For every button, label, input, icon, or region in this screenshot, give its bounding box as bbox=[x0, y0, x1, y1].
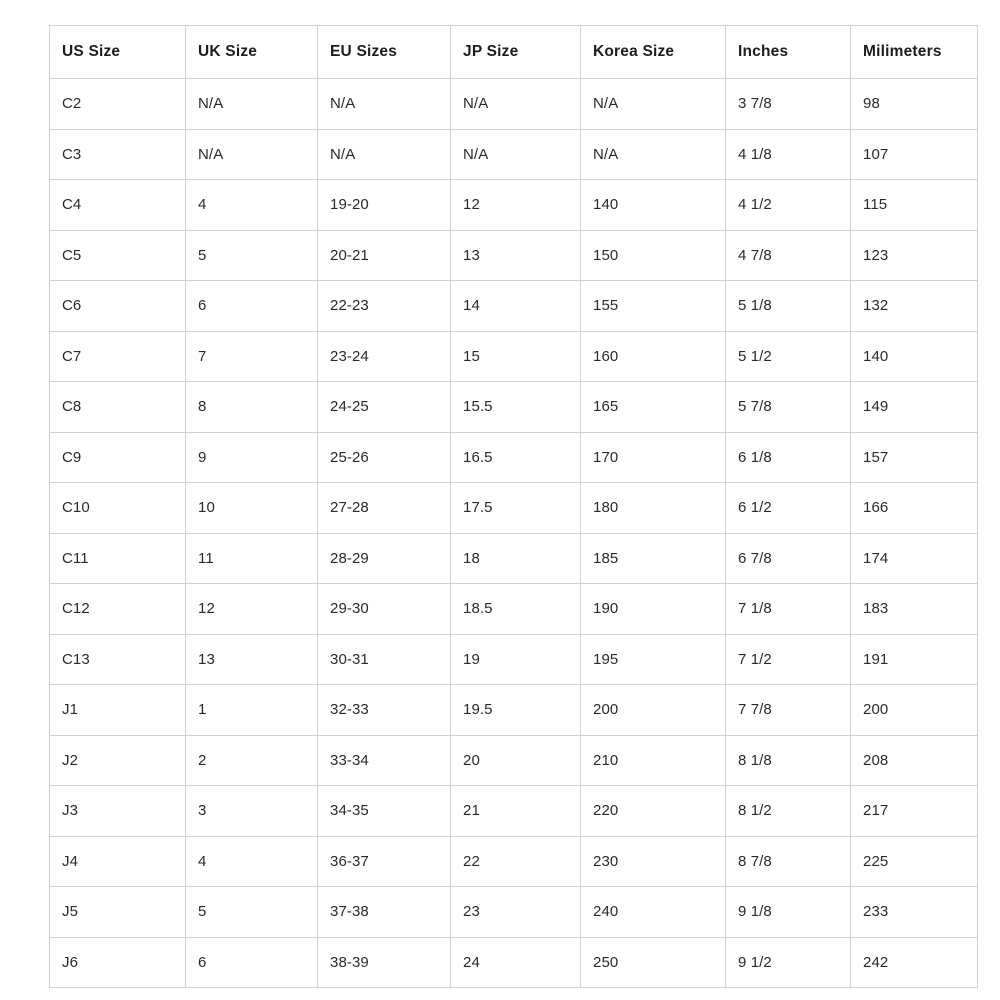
table-row bbox=[50, 483, 978, 534]
table-row bbox=[50, 230, 978, 281]
cell-korea-size: 190 bbox=[581, 584, 726, 635]
cell-uk-size: 5 bbox=[186, 230, 318, 281]
cell-eu-sizes: 33-34 bbox=[318, 735, 451, 786]
cell-inches: 8 7/8 bbox=[726, 836, 851, 887]
cell-korea-size: N/A bbox=[581, 79, 726, 130]
column-header-uk-size: UK Size bbox=[186, 26, 318, 79]
cell-milimeters: 217 bbox=[851, 786, 978, 837]
column-header-jp-size: JP Size bbox=[451, 26, 581, 79]
cell-jp-size: 17.5 bbox=[451, 483, 581, 534]
table-row bbox=[50, 634, 978, 685]
cell-us-size: C3 bbox=[50, 129, 186, 180]
cell-korea-size: 165 bbox=[581, 382, 726, 433]
cell-jp-size: 19 bbox=[451, 634, 581, 685]
cell-us-size: C10 bbox=[50, 483, 186, 534]
cell-milimeters: 191 bbox=[851, 634, 978, 685]
table-header-row bbox=[50, 26, 978, 79]
cell-uk-size: 6 bbox=[186, 937, 318, 988]
cell-jp-size: 14 bbox=[451, 281, 581, 332]
cell-inches: 6 1/2 bbox=[726, 483, 851, 534]
table-body bbox=[50, 79, 978, 988]
cell-korea-size: 150 bbox=[581, 230, 726, 281]
cell-eu-sizes: 24-25 bbox=[318, 382, 451, 433]
cell-inches: 7 1/2 bbox=[726, 634, 851, 685]
cell-korea-size: 230 bbox=[581, 836, 726, 887]
cell-eu-sizes: N/A bbox=[318, 79, 451, 130]
cell-korea-size: 195 bbox=[581, 634, 726, 685]
cell-milimeters: 149 bbox=[851, 382, 978, 433]
cell-uk-size: 6 bbox=[186, 281, 318, 332]
cell-milimeters: 183 bbox=[851, 584, 978, 635]
column-header-inches: Inches bbox=[726, 26, 851, 79]
cell-milimeters: 242 bbox=[851, 937, 978, 988]
cell-inches: 8 1/2 bbox=[726, 786, 851, 837]
cell-korea-size: 155 bbox=[581, 281, 726, 332]
table-row bbox=[50, 836, 978, 887]
cell-jp-size: 23 bbox=[451, 887, 581, 938]
cell-inches: 9 1/2 bbox=[726, 937, 851, 988]
cell-us-size: C5 bbox=[50, 230, 186, 281]
table-row bbox=[50, 180, 978, 231]
cell-milimeters: 166 bbox=[851, 483, 978, 534]
cell-us-size: C13 bbox=[50, 634, 186, 685]
cell-jp-size: 20 bbox=[451, 735, 581, 786]
cell-eu-sizes: 27-28 bbox=[318, 483, 451, 534]
cell-korea-size: 200 bbox=[581, 685, 726, 736]
cell-inches: 5 7/8 bbox=[726, 382, 851, 433]
cell-inches: 6 7/8 bbox=[726, 533, 851, 584]
cell-eu-sizes: 37-38 bbox=[318, 887, 451, 938]
cell-us-size: C4 bbox=[50, 180, 186, 231]
column-header-korea-size: Korea Size bbox=[581, 26, 726, 79]
cell-milimeters: 132 bbox=[851, 281, 978, 332]
cell-jp-size: 15 bbox=[451, 331, 581, 382]
table-row bbox=[50, 584, 978, 635]
cell-eu-sizes: 25-26 bbox=[318, 432, 451, 483]
cell-uk-size: 3 bbox=[186, 786, 318, 837]
cell-uk-size: 2 bbox=[186, 735, 318, 786]
cell-inches: 9 1/8 bbox=[726, 887, 851, 938]
cell-uk-size: 11 bbox=[186, 533, 318, 584]
cell-milimeters: 98 bbox=[851, 79, 978, 130]
cell-jp-size: 13 bbox=[451, 230, 581, 281]
cell-jp-size: 24 bbox=[451, 937, 581, 988]
cell-uk-size: 12 bbox=[186, 584, 318, 635]
table-row bbox=[50, 331, 978, 382]
cell-jp-size: N/A bbox=[451, 129, 581, 180]
cell-uk-size: N/A bbox=[186, 129, 318, 180]
cell-us-size: J2 bbox=[50, 735, 186, 786]
cell-milimeters: 200 bbox=[851, 685, 978, 736]
table-row bbox=[50, 685, 978, 736]
column-header-us-size: US Size bbox=[50, 26, 186, 79]
cell-us-size: C2 bbox=[50, 79, 186, 130]
cell-milimeters: 157 bbox=[851, 432, 978, 483]
cell-eu-sizes: 23-24 bbox=[318, 331, 451, 382]
cell-korea-size: 185 bbox=[581, 533, 726, 584]
cell-us-size: C12 bbox=[50, 584, 186, 635]
cell-us-size: J6 bbox=[50, 937, 186, 988]
cell-uk-size: 5 bbox=[186, 887, 318, 938]
cell-uk-size: 9 bbox=[186, 432, 318, 483]
cell-eu-sizes: 30-31 bbox=[318, 634, 451, 685]
cell-milimeters: 115 bbox=[851, 180, 978, 231]
table-row bbox=[50, 432, 978, 483]
cell-milimeters: 233 bbox=[851, 887, 978, 938]
cell-us-size: J1 bbox=[50, 685, 186, 736]
cell-eu-sizes: N/A bbox=[318, 129, 451, 180]
cell-milimeters: 123 bbox=[851, 230, 978, 281]
table-row bbox=[50, 887, 978, 938]
cell-uk-size: 1 bbox=[186, 685, 318, 736]
cell-us-size: C8 bbox=[50, 382, 186, 433]
cell-korea-size: 160 bbox=[581, 331, 726, 382]
cell-eu-sizes: 32-33 bbox=[318, 685, 451, 736]
table-row bbox=[50, 129, 978, 180]
cell-jp-size: 12 bbox=[451, 180, 581, 231]
cell-jp-size: 21 bbox=[451, 786, 581, 837]
column-header-milimeters: Milimeters bbox=[851, 26, 978, 79]
cell-us-size: C6 bbox=[50, 281, 186, 332]
cell-uk-size: 8 bbox=[186, 382, 318, 433]
cell-inches: 7 1/8 bbox=[726, 584, 851, 635]
cell-eu-sizes: 20-21 bbox=[318, 230, 451, 281]
cell-us-size: C9 bbox=[50, 432, 186, 483]
cell-inches: 4 1/2 bbox=[726, 180, 851, 231]
cell-inches: 4 7/8 bbox=[726, 230, 851, 281]
cell-inches: 3 7/8 bbox=[726, 79, 851, 130]
size-chart-container bbox=[49, 25, 977, 988]
table-row bbox=[50, 382, 978, 433]
cell-milimeters: 107 bbox=[851, 129, 978, 180]
cell-eu-sizes: 22-23 bbox=[318, 281, 451, 332]
cell-milimeters: 225 bbox=[851, 836, 978, 887]
cell-uk-size: 7 bbox=[186, 331, 318, 382]
cell-us-size: J3 bbox=[50, 786, 186, 837]
cell-eu-sizes: 29-30 bbox=[318, 584, 451, 635]
table-row bbox=[50, 937, 978, 988]
cell-jp-size: 18.5 bbox=[451, 584, 581, 635]
column-header-eu-sizes: EU Sizes bbox=[318, 26, 451, 79]
cell-eu-sizes: 34-35 bbox=[318, 786, 451, 837]
cell-inches: 7 7/8 bbox=[726, 685, 851, 736]
cell-eu-sizes: 36-37 bbox=[318, 836, 451, 887]
cell-jp-size: 18 bbox=[451, 533, 581, 584]
cell-korea-size: 220 bbox=[581, 786, 726, 837]
cell-jp-size: 16.5 bbox=[451, 432, 581, 483]
table-row bbox=[50, 79, 978, 130]
cell-us-size: C11 bbox=[50, 533, 186, 584]
cell-inches: 8 1/8 bbox=[726, 735, 851, 786]
cell-korea-size: 250 bbox=[581, 937, 726, 988]
table-header bbox=[50, 26, 978, 79]
table-row bbox=[50, 735, 978, 786]
cell-korea-size: 210 bbox=[581, 735, 726, 786]
cell-jp-size: N/A bbox=[451, 79, 581, 130]
table-row bbox=[50, 281, 978, 332]
cell-korea-size: 180 bbox=[581, 483, 726, 534]
cell-korea-size: 240 bbox=[581, 887, 726, 938]
cell-eu-sizes: 28-29 bbox=[318, 533, 451, 584]
cell-inches: 5 1/2 bbox=[726, 331, 851, 382]
cell-uk-size: 13 bbox=[186, 634, 318, 685]
cell-jp-size: 15.5 bbox=[451, 382, 581, 433]
cell-us-size: C7 bbox=[50, 331, 186, 382]
cell-us-size: J4 bbox=[50, 836, 186, 887]
cell-korea-size: N/A bbox=[581, 129, 726, 180]
cell-milimeters: 174 bbox=[851, 533, 978, 584]
size-chart-table bbox=[49, 25, 978, 988]
cell-korea-size: 170 bbox=[581, 432, 726, 483]
cell-milimeters: 140 bbox=[851, 331, 978, 382]
cell-uk-size: 10 bbox=[186, 483, 318, 534]
cell-korea-size: 140 bbox=[581, 180, 726, 231]
cell-milimeters: 208 bbox=[851, 735, 978, 786]
cell-uk-size: 4 bbox=[186, 180, 318, 231]
cell-inches: 4 1/8 bbox=[726, 129, 851, 180]
cell-inches: 5 1/8 bbox=[726, 281, 851, 332]
cell-eu-sizes: 19-20 bbox=[318, 180, 451, 231]
cell-eu-sizes: 38-39 bbox=[318, 937, 451, 988]
cell-inches: 6 1/8 bbox=[726, 432, 851, 483]
table-row bbox=[50, 786, 978, 837]
table-row bbox=[50, 533, 978, 584]
cell-uk-size: N/A bbox=[186, 79, 318, 130]
cell-jp-size: 19.5 bbox=[451, 685, 581, 736]
cell-us-size: J5 bbox=[50, 887, 186, 938]
cell-uk-size: 4 bbox=[186, 836, 318, 887]
cell-jp-size: 22 bbox=[451, 836, 581, 887]
